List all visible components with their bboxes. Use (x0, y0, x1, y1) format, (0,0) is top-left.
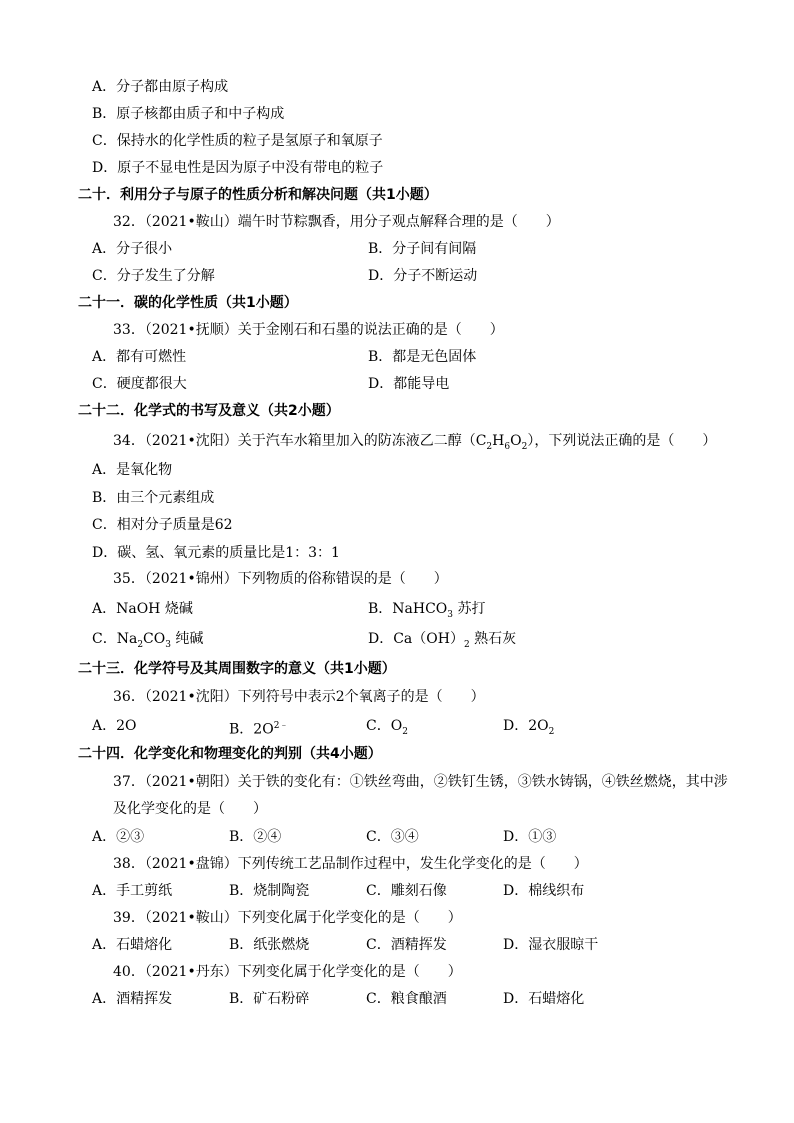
option-a: A．②③ (92, 829, 145, 845)
option-c: C．分子发生了分解 (92, 268, 215, 284)
option-c: C．③④ (366, 829, 419, 845)
option-d: D．湿衣服晾干 (503, 937, 599, 953)
option-b: B．原子核都由质子和中子构成 (92, 106, 285, 122)
option-c: C．保持水的化学性质的粒子是氢原子和氧原子 (92, 133, 383, 149)
option-a: A．是氧化物 (92, 462, 173, 478)
question-stem: 35．（2021•锦州）下列物质的俗称错误的是（ ） (113, 571, 448, 587)
question-stem: 39．（2021•鞍山）下列变化属于化学变化的是（ ） (113, 910, 462, 926)
option-b: B．纸张燃烧 (229, 937, 310, 953)
option-b: B．矿石粉碎 (229, 991, 310, 1007)
option-a: A．手工剪纸 (92, 883, 173, 899)
question-stem: 32．（2021•鞍山）端午时节粽飘香，用分子观点解释合理的是（ ） (113, 214, 560, 230)
section-heading: 二十三．化学符号及其周围数字的意义（共1小题） (78, 661, 396, 677)
option-c: C．$Na_2CO_3$ 纯碱 (92, 631, 204, 650)
question-stem: 40．（2021•丹东）下列变化属于化学变化的是（ ） (113, 964, 462, 980)
option-a: A．分子都由原子构成 (92, 79, 229, 95)
option-d: D．碳、氢、氧元素的质量比是1：3：1 (92, 545, 340, 561)
option-a: A．NaOH 烧碱 (92, 601, 193, 617)
option-b: B．②④ (229, 829, 282, 845)
option-d: D．石蜡熔化 (503, 991, 585, 1007)
option-d: D．$2O_2$ (503, 718, 555, 737)
option-c: C．粮食酿酒 (366, 991, 447, 1007)
section-heading: 二十一．碳的化学性质（共1小题） (78, 295, 298, 311)
option-c: C．相对分子质量是62 (92, 517, 233, 533)
question-stem-continued: 及化学变化的是（ ） (113, 801, 267, 817)
option-d: D．$Ca(OH)_2$ 熟石灰 (368, 631, 517, 650)
section-heading: 二十．利用分子与原子的性质分析和解决问题（共1小题） (78, 187, 438, 203)
option-d: D．原子不显电性是因为原子中没有带电的粒子 (92, 160, 384, 176)
option-b: B．烧制陶瓷 (229, 883, 310, 899)
option-c: C．雕刻石像 (366, 883, 447, 899)
option-b: B．都是无色固体 (368, 349, 477, 365)
section-heading: 二十二．化学式的书写及意义（共2小题） (78, 403, 340, 419)
option-a: A．都有可燃性 (92, 349, 187, 365)
option-b: B．由三个元素组成 (92, 490, 215, 506)
option-d: D．都能导电 (368, 376, 450, 392)
question-stem: 37．（2021•朝阳）关于铁的变化有：①铁丝弯曲，②铁钉生锈，③铁水铸锅，④铁丝燃烧，其中涉 (113, 774, 728, 790)
option-a: A．石蜡熔化 (92, 937, 173, 953)
option-c: C．硬度都很大 (92, 376, 187, 392)
option-d: D．分子不断运动 (368, 268, 478, 284)
question-stem: 33．（2021•抚顺）关于金刚石和石墨的说法正确的是（ ） (113, 322, 504, 338)
option-b: B．NaHCO$_3$ 苏打 (368, 601, 486, 620)
option-d: D．①③ (503, 829, 557, 845)
option-c: C．酒精挥发 (366, 937, 447, 953)
question-stem: 34．（2021•沈阳）关于汽车水箱里加入的防冻液乙二醇$(C_2H_6O_2)$，下列说法正确的是（ ） (113, 433, 717, 452)
option-d: D．棉线织布 (503, 883, 585, 899)
option-b: B．分子间有间隔 (368, 241, 477, 257)
question-stem: 36．（2021•沈阳）下列符号中表示2个氧离子的是（ ） (113, 689, 485, 705)
section-heading: 二十四．化学变化和物理变化的判别（共4小题） (78, 746, 382, 762)
option-a: A．酒精挥发 (92, 991, 173, 1007)
option-b: B．$2O^{2﹣}$ (229, 721, 289, 738)
option-c: C．$O_2$ (366, 718, 408, 737)
option-a: A．分子很小 (92, 241, 173, 257)
question-stem: 38．（2021•盘锦）下列传统工艺品制作过程中，发生化学变化的是（ ） (113, 856, 588, 872)
option-a: A．2O (92, 718, 137, 734)
